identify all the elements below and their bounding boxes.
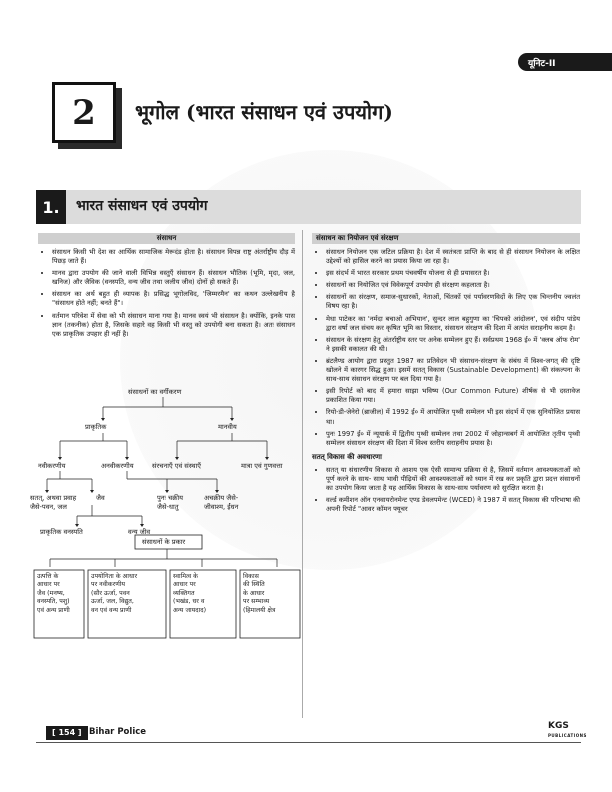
right-bullet-list-2	[312, 466, 580, 514]
node-nonrenewable: अनवीकरणीय	[101, 462, 134, 470]
node-noncyclic-example: जीवाश्म, ईंधन	[204, 503, 239, 511]
chapter-number: 2	[52, 82, 116, 143]
node-biotic: जैव	[96, 494, 105, 502]
publisher-logo	[548, 722, 587, 740]
logo-subtext: PUBLICATIONS	[548, 733, 587, 738]
node-human: मानवीय	[218, 423, 237, 431]
right-column	[312, 233, 580, 517]
node-continuous: सतत्, अथवा प्रवाह	[30, 494, 77, 502]
type-box-utility: उपयोगिता के आधार पर नवीकरणीय (सौर ऊर्जा, पवन ऊर्जा, जल, विद्युत, वन एवं वन्य प्राणी	[91, 573, 138, 614]
left-bullet-list	[38, 248, 295, 339]
page-number: [ 154 ]	[46, 726, 88, 740]
list-item: • संसाधनों का संरक्षण, समाज-सुधारकों, नेताओं, चिंतकों एवं पर्यावरणविदों के लिए एक चिन्तनीय ज्वलंत विषय रहा है।	[326, 293, 580, 311]
node-natural: प्राकृतिक	[85, 423, 107, 431]
list-item: • सतत् या संधारणीय विकास से आशय एक ऐसी सामान्य प्रक्रिया से है, जिसमें वर्तमान आवश्यकताओं को पूर्ण करने के साथ- साथ भावी पीढ़ियों की आवश्यकताओं को ध्यान में रख कर प्रकृति द्वारा प्रदत्त संसाधनों का उपयोग किया जाता है यह आर्थिक विकास के साथ-साथ पर्यावरण को सुरक्षित करता है।	[326, 466, 580, 493]
node-cyclic: पुनः चक्रीय	[157, 494, 183, 502]
list-item: • मानव द्वारा उपयोग की जाने वाली विभिन्न वस्तुएँ संसाधन हैं। संसाधन भौतिक (भूमि, मृदा, जल, खनिज) और जैविक (वनस्पति, वन्य जीव तथा जलीय जीव) दोनों हो सकते हैं।	[52, 269, 295, 287]
logo-text: KGS	[548, 721, 569, 731]
section-header	[36, 190, 581, 224]
book-title: Bihar Police	[89, 727, 147, 737]
section-title: भारत संसाधन एवं उपयोग	[76, 198, 208, 214]
list-item: • पुनः 1997 ई० में न्यूयार्क में द्वितीय पृथ्वी सम्मेलन तथा 2002 में जोहान्सबर्ग में आयोजित तृतीय पृथ्वी सम्मेलन संसाधन संरक्षण की दिशा में विश्व स्तरीय सराहनीय प्रयास है।	[326, 430, 580, 448]
left-column	[38, 233, 295, 342]
list-item: • संसाधन के संरक्षण हेतु अंतर्राष्ट्रीय स्तर पर अनेक सम्मेलन हुए हैं। सर्वप्रथम 1968 ई० में 'क्लब ऑफ रोम' ने इसकी वकालत की थी।	[326, 336, 580, 354]
diagram-title: संसाधनों का वर्गीकरण	[128, 388, 182, 396]
chapter-title: भूगोल (भारत संसाधन एवं उपयोग)	[135, 100, 393, 124]
list-item: • इसी रिपोर्ट को बाद में हमारा साझा भविष्य (Our Common Future) शीर्षक से भी दस्तावेज प्रकाशित किया गया।	[326, 387, 580, 405]
unit-tag: यूनिट-II	[518, 53, 612, 71]
list-item: • ब्रंटलैण्ड आयोग द्वारा प्रस्तुत 1987 का प्रतिवेदन भी संसाधन-संरक्षण के संबंध में विश्व-जगत् की दृष्टि खोलने में कारगर सिद्ध हुआ। इसमें सतत् विकास (Sustainable Development) की संकल्पना के साथ-साथ संसाधन संरक्षण पर बल दिया गया है।	[326, 357, 580, 384]
node-quantity: मात्रा एवं गुणवत्ता	[241, 462, 283, 470]
left-heading: संसाधन	[38, 233, 295, 244]
sustainable-subheading: सतत् विकास की अवधारणा	[312, 452, 382, 461]
node-flora: प्राकृतिक वनस्पति	[40, 528, 83, 536]
node-structures: संरचनाएँ एवं संस्थाएँ	[152, 462, 202, 470]
section-number: 1.	[36, 190, 66, 224]
list-item: • रियो-डी-जेनेरो (ब्राजील) में 1992 ई० में आयोजित पृथ्वी सम्मेलन भी इस संदर्भ में एक सुनियोजित प्रयास था।	[326, 408, 580, 426]
node-cyclic-example: जैसे-धातु	[157, 503, 179, 511]
list-item: • संसाधन का अर्थ बहुत ही व्यापक है। प्रसिद्ध भूगोलविद, 'जिम्मरमैन' का कथन उल्लेखनीय है "संसाधन होते नहीं; बनते हैं"।	[52, 290, 295, 308]
list-item: • वर्तमान परिवेश में सेवा को भी संसाधन माना गया है। मानव स्वयं भी संसाधन है। क्योंकि, इनके पास ज्ञान (तकनीक) होता है, जिसके सहारे वह किसी भी वस्तु को उपयोगी बना सकता है। अतः संसाधन एक प्राकृतिक उपहार ही नहीं है।	[52, 312, 295, 339]
footer-rule	[36, 742, 581, 743]
list-item: • वर्ल्ड कमीशन ऑन एनवायरोनमेन्ट एण्ड डेवलपमेन्ट (WCED) ने 1987 में सतत् विकास की परिभाषा की अपनी रिपोर्ट "आवर कॉमन फ्यूचर	[326, 496, 580, 514]
list-item: • मेधा पाटेकर का 'नर्मदा बचाओ अभियान', सुन्दर लाल बहुगुणा का 'चिपको आंदोलन', एवं संदीप पांडेय द्वारा वर्षा जल संचय कर कृषित भूमि का विस्तार, संसाधन संरक्षण की दिशा में अत्यंत सराहनीय कदम है।	[326, 315, 580, 333]
diagram-lines	[32, 383, 302, 723]
column-divider	[302, 230, 303, 718]
types-title: संसाधनों के प्रकार	[142, 538, 186, 546]
node-fauna: वन्य जीव	[128, 528, 151, 536]
list-item: • इस संदर्भ में भारत सरकार प्रथम पंचवर्षीय योजना से ही प्रयासरत है।	[326, 269, 580, 278]
list-item: • संसाधन नियोजन एक जटिल प्रक्रिया है। देश में स्वतंत्रता प्राप्ति के बाद से ही संसाधन नियोजन के लक्षित उद्देश्यों को हासिल करने का प्रयास किया जा रहा है।	[326, 248, 580, 266]
right-bullet-list	[312, 248, 580, 448]
right-heading: संसाधन का नियोजन एवं संरक्षण	[312, 233, 580, 244]
classification-diagram	[32, 383, 302, 723]
type-box-origin: उत्पत्ति के आधार पर जैव (मनष्य, वनस्पति, पशु) एवं अन्य प्राणी	[37, 573, 70, 614]
type-box-development: विकास की स्थिति के आधार पर सम्भाव्य (हिमालयी क्षेत्र	[243, 573, 276, 614]
node-renewable: नवीकरणीय	[38, 462, 66, 470]
list-item: • संसाधन किसी भी देश का आर्थिक सामाजिक मेरूदंड होता है। संसाधन विपन्न राष्ट्र अंतर्राष्ट्रीय दौड़ में पिछड़ जाते हैं।	[52, 248, 295, 266]
node-continuous-example: जैसे-पवन, जल	[30, 503, 67, 511]
list-item: • संसाधनों का नियोजित एवं विवेकपूर्ण उपयोग ही संरक्षण कहलाता है।	[326, 281, 580, 290]
type-box-ownership: स्वामित्व के आधार पर व्यक्तिगत (भखंड, धर व अन्य जायदाद)	[173, 573, 207, 614]
node-noncyclic: अचक्रीय जैसे-	[204, 494, 239, 502]
